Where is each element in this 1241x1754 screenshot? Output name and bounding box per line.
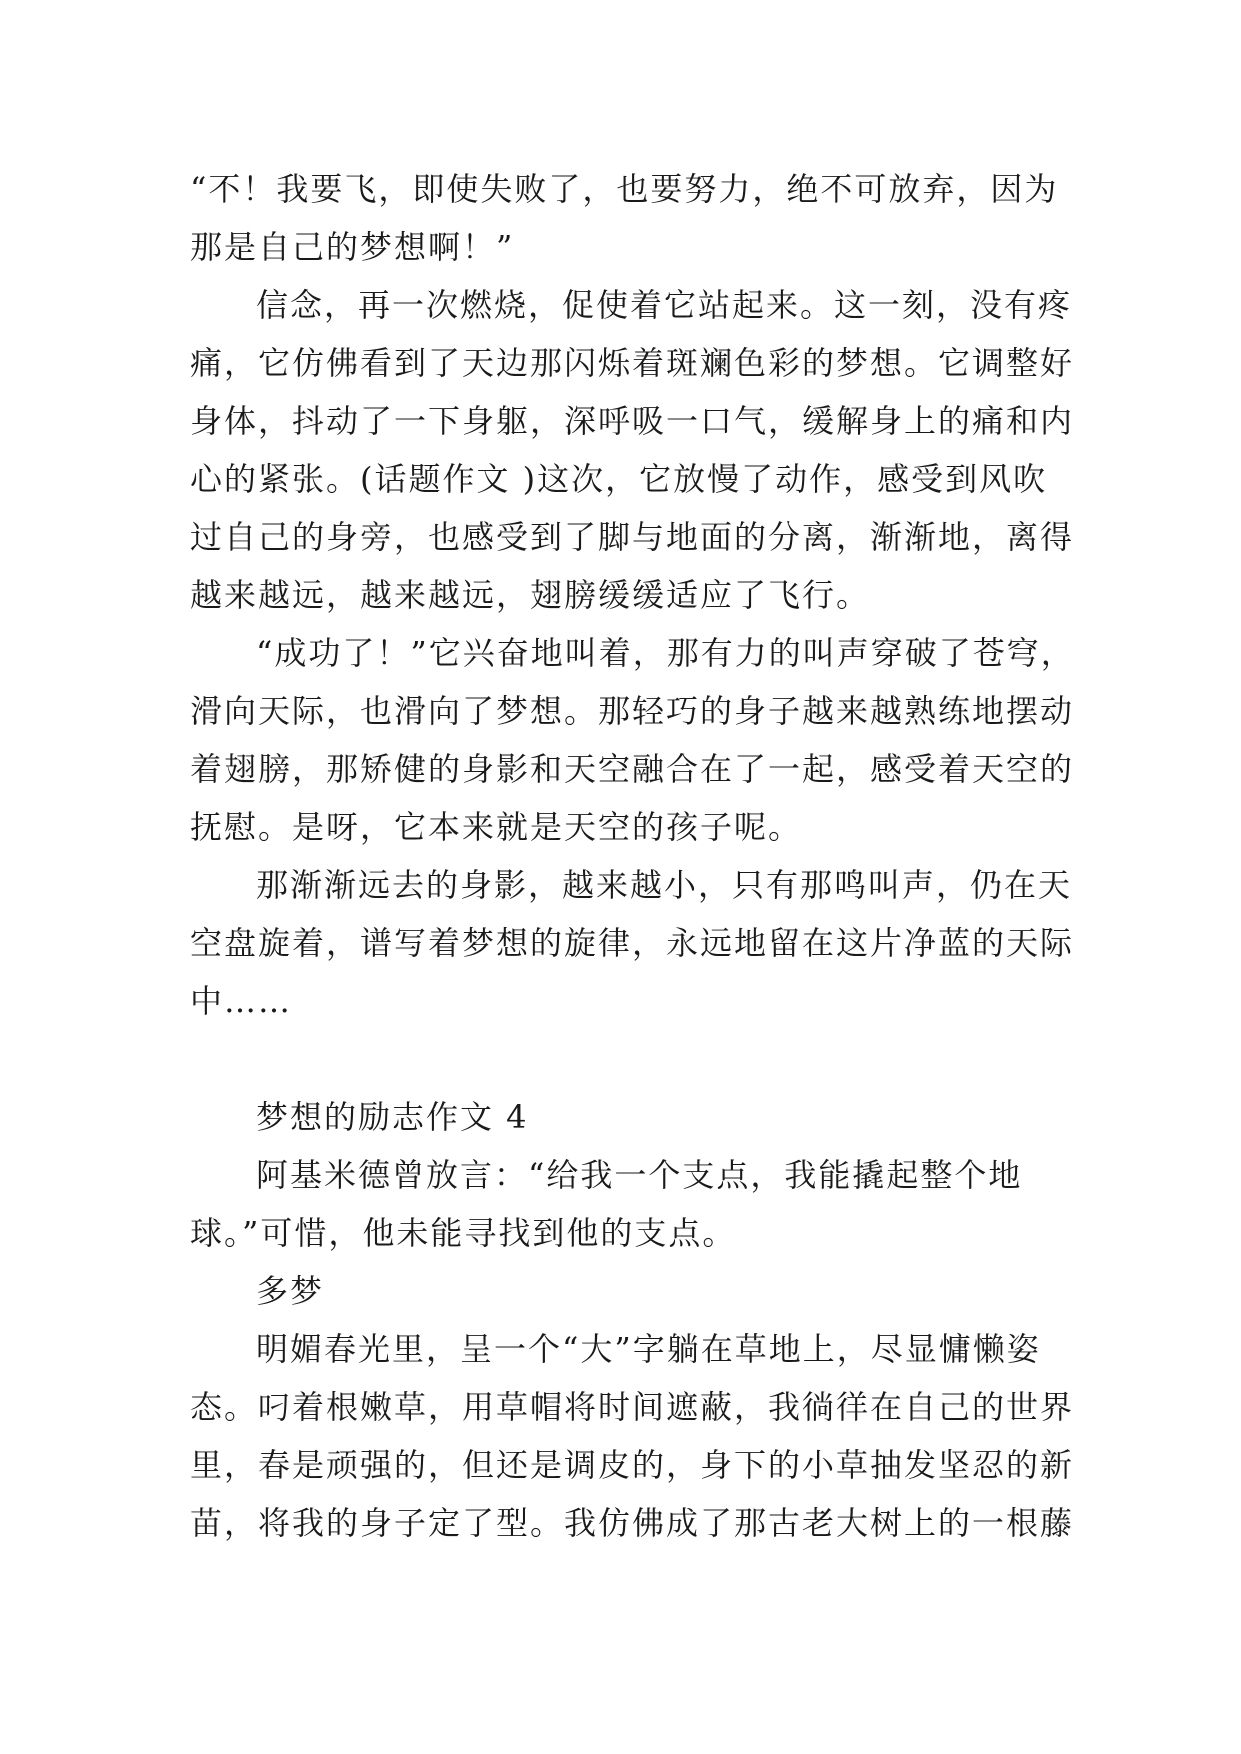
paragraph-line: 苗，将我的身子定了型。我仿佛成了那古老大树上的一根藤 [190, 1504, 1075, 1542]
paragraph-line: 着翅膀，那矫健的身影和天空融合在了一起，感受着天空的 [190, 750, 1075, 788]
document-body [190, 160, 1075, 1552]
paragraph-line: “不！我要飞，即使失败了，也要努力，绝不可放弃，因为 [190, 170, 1059, 208]
paragraph-line: 里，春是顽强的，但还是调皮的，身下的小草抽发坚忍的新 [190, 1446, 1075, 1484]
paragraph-line: 中…… [190, 982, 293, 1020]
paragraph-line: 痛，它仿佛看到了天边那闪烁着斑斓色彩的梦想。它调整好 [190, 344, 1075, 382]
paragraph-line: 过自己的身旁，也感受到了脚与地面的分离，渐渐地，离得 [190, 518, 1075, 556]
paragraph-line: 心的紧张。(话题作文 )这次，它放慢了动作，感受到风吹 [190, 460, 1048, 498]
paragraph-line: 身体，抖动了一下身躯，深呼吸一口气，缓解身上的痛和内 [190, 402, 1075, 440]
paragraph-line: 滑向天际，也滑向了梦想。那轻巧的身子越来越熟练地摆动 [190, 692, 1075, 730]
paragraph-line: 阿基米德曾放言：“给我一个支点，我能撬起整个地 [256, 1156, 1023, 1194]
paragraph-line: 信念，再一次燃烧，促使着它站起来。这一刻，没有疼 [256, 286, 1073, 324]
paragraph-line: “成功了！”它兴奋地叫着，那有力的叫声穿破了苍穹， [256, 634, 1075, 672]
paragraph-line: 抚慰。是呀，它本来就是天空的孩子呢。 [190, 808, 803, 846]
section-heading: 梦想的励志作文 4 [256, 1098, 529, 1136]
paragraph-line: 那是自己的梦想啊！” [190, 228, 515, 266]
paragraph-line: 多梦 [256, 1272, 325, 1310]
paragraph-line: 态。叼着根嫩草，用草帽将时间遮蔽，我徜徉在自己的世界 [190, 1388, 1075, 1426]
paragraph-line: 越来越远，越来越远，翅膀缓缓适应了飞行。 [190, 576, 871, 614]
paragraph-line: 球。”可惜，他未能寻找到他的支点。 [190, 1214, 737, 1252]
blank-line [190, 1030, 1070, 1088]
paragraph-line: 那渐渐远去的身影，越来越小，只有那鸣叫声，仍在天 [256, 866, 1073, 904]
paragraph-line: 空盘旋着，谱写着梦想的旋律，永远地留在这片净蓝的天际 [190, 924, 1075, 962]
paragraph-line: 明媚春光里，呈一个“大”字躺在草地上，尽显慵懒姿 [256, 1330, 1041, 1368]
